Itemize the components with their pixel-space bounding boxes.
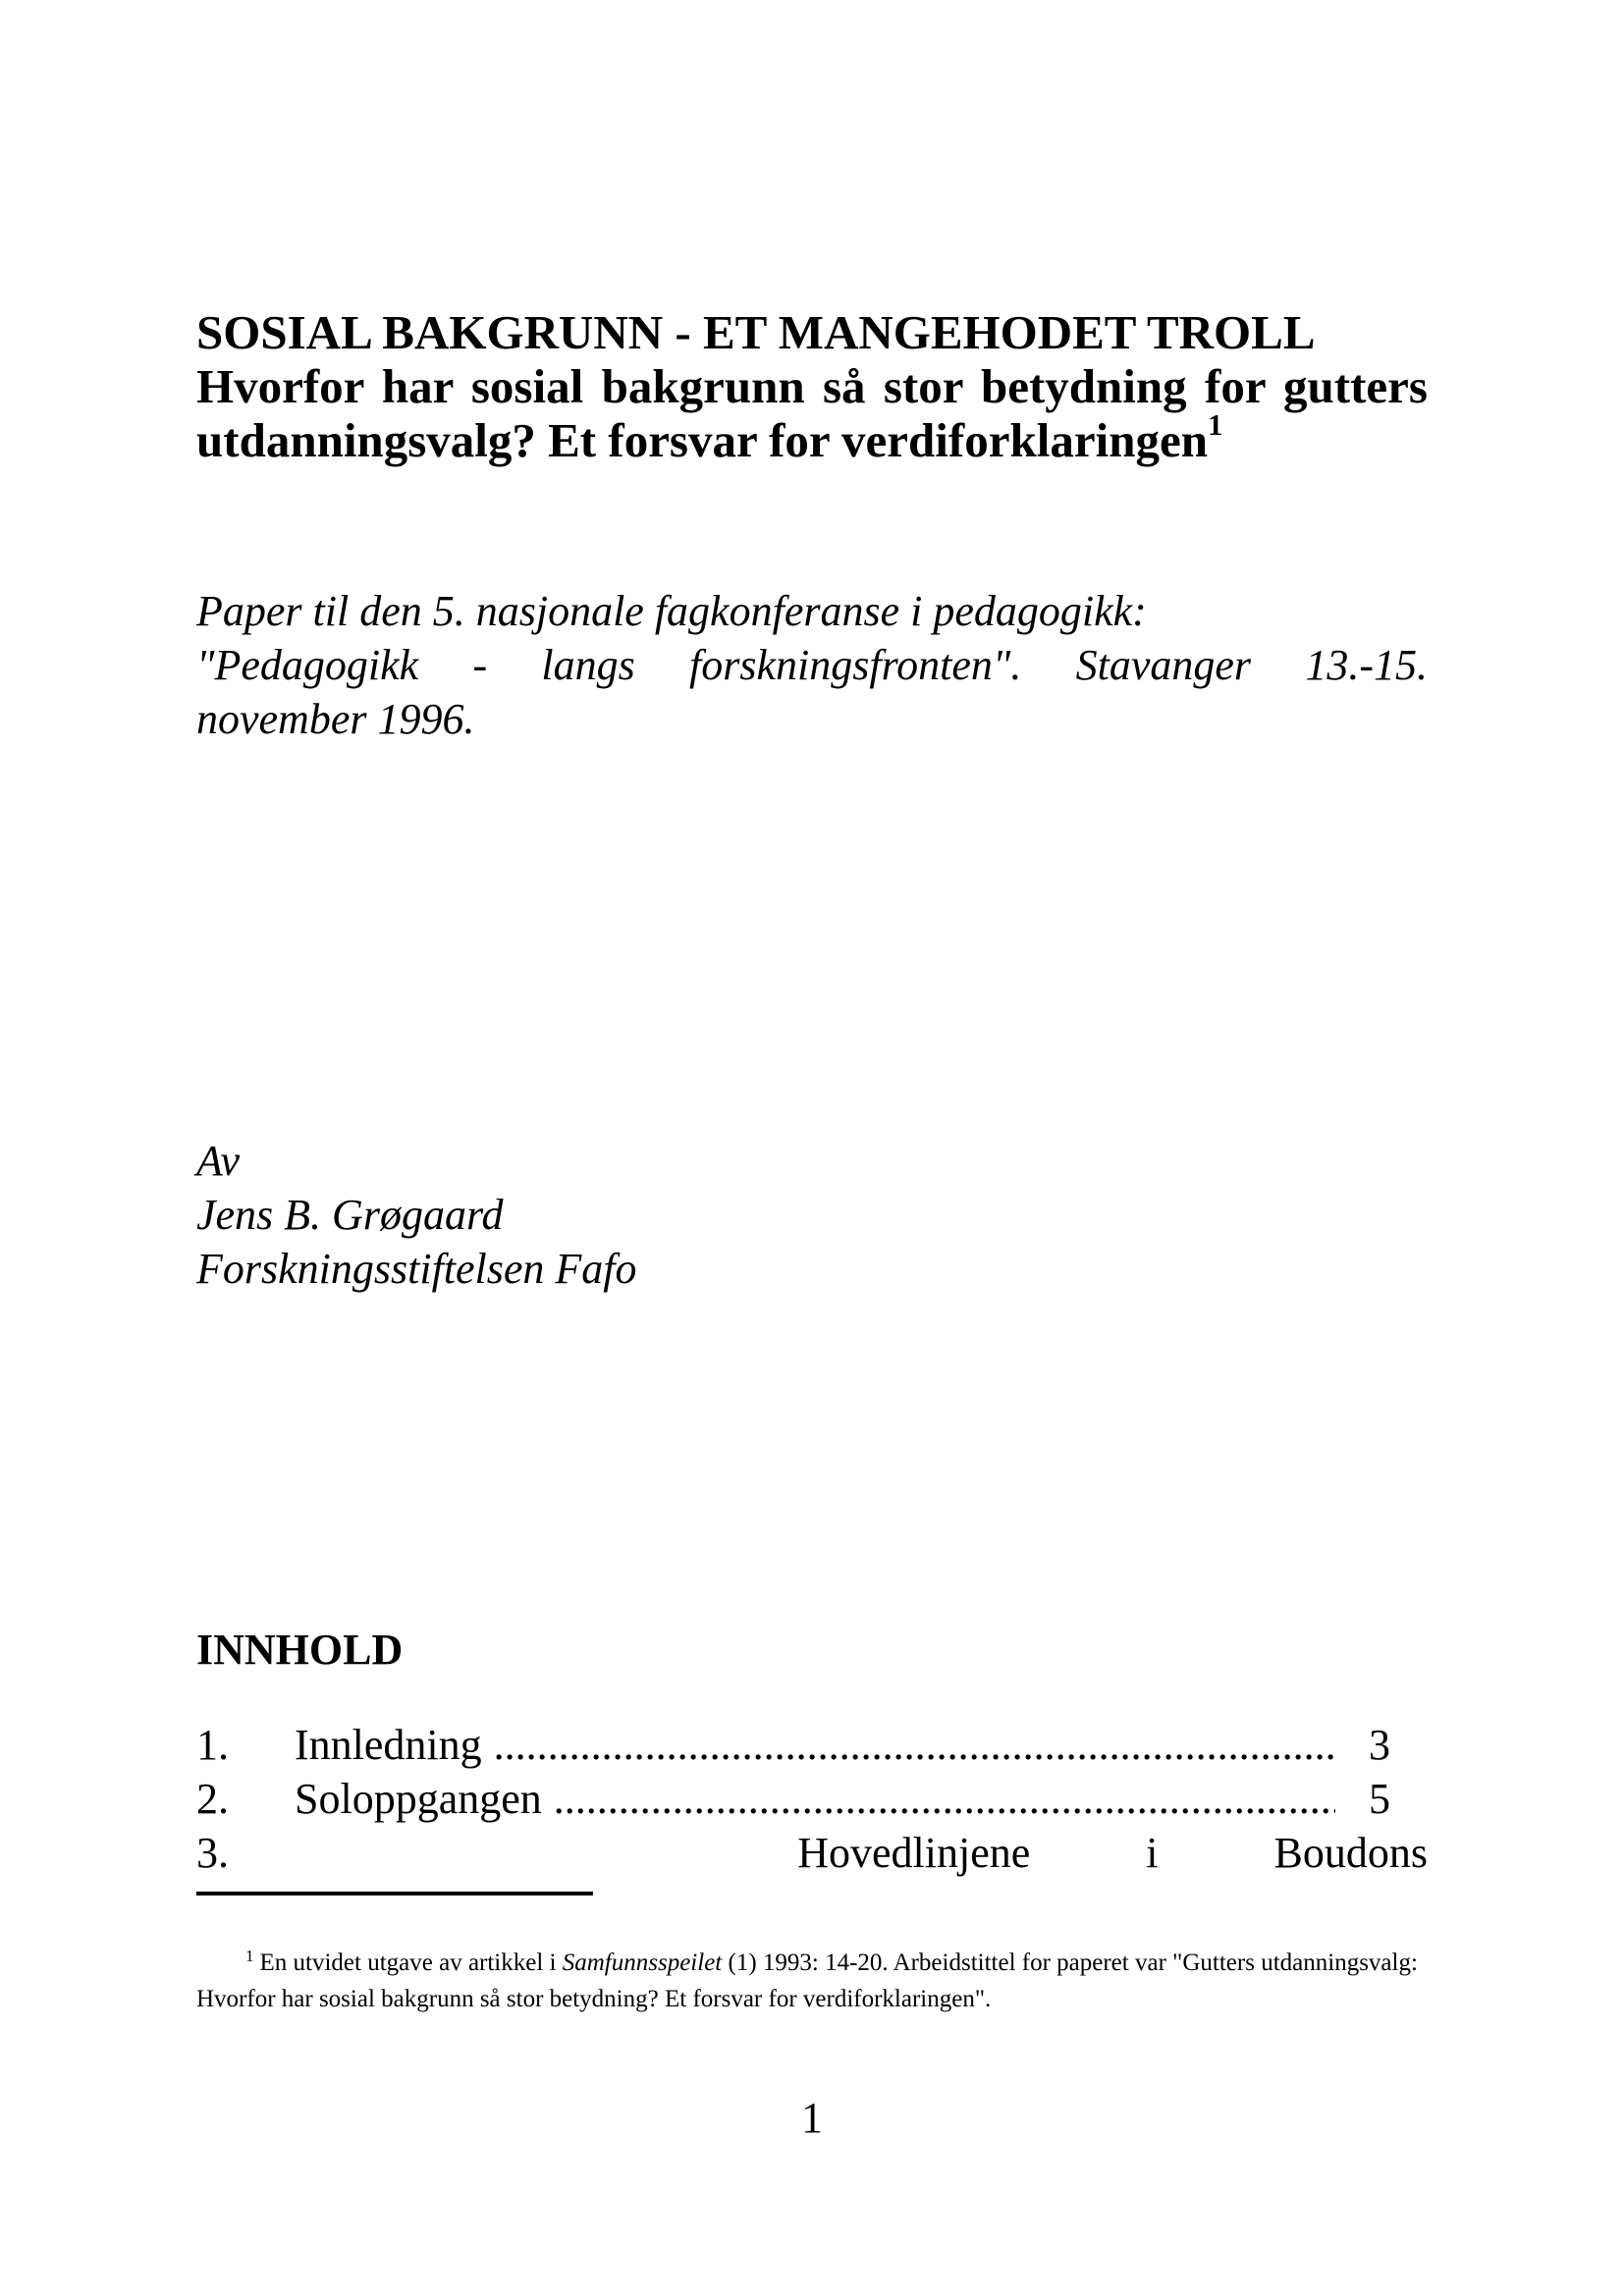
toc-entry-number: 2. — [196, 1775, 229, 1823]
footnote — [196, 1945, 1428, 2017]
toc-entry-word: i — [1146, 1829, 1159, 1877]
toc-entry-label: Innledning — [295, 1721, 482, 1769]
toc-dot-leader — [542, 1772, 1335, 1826]
conference-line-3: november 1996. — [196, 695, 475, 743]
author-affiliation: Forskningsstiftelsen Fafo — [196, 1245, 637, 1293]
footnote-journal-name: Samfunnsspeilet — [562, 1949, 723, 1976]
author-by-label: Av — [196, 1137, 240, 1185]
conference-line-2: "Pedagogikk - langs forskningsfronten". Stavanger 13.-15. — [196, 641, 1428, 689]
toc-entry-word: Hovedlinjene — [797, 1829, 1031, 1877]
title-line-2: Hvorfor har sosial bakgrunn så stor betydning for gutters — [196, 359, 1428, 413]
footnote-divider — [196, 1892, 593, 1896]
toc-entry-word: Boudons — [1273, 1829, 1428, 1877]
title-line-3-text: utdanningsvalg? Et forsvar for verdiforklaringen — [196, 413, 1208, 467]
toc-dot-leader — [482, 1718, 1335, 1772]
toc-entry-2 — [196, 1772, 1428, 1826]
footnote-text: En utvidet utgave av artikkel i — [259, 1949, 563, 1976]
title-line-3 — [196, 407, 1428, 467]
toc-entry-number: 1. — [196, 1721, 229, 1769]
toc-entry-3 — [196, 1826, 1428, 1880]
footnote-reference: 1 — [1207, 407, 1223, 442]
paper-title — [196, 305, 1428, 467]
conference-line-1: Paper til den 5. nasjonale fagkonferanse i pedagogikk: — [196, 587, 1147, 635]
table-of-contents — [196, 1718, 1428, 1880]
toc-entry-number: 3. — [196, 1829, 229, 1877]
toc-entry-1 — [196, 1718, 1428, 1772]
author-block — [196, 1134, 1428, 1296]
author-name: Jens B. Grøgaard — [196, 1191, 504, 1239]
title-line-1: SOSIAL BAKGRUNN - ET MANGEHODET TROLL — [196, 305, 1316, 359]
toc-entry-page: 5 — [1369, 1775, 1390, 1823]
footnote-marker: 1 — [245, 1947, 254, 1965]
conference-note — [196, 584, 1428, 746]
toc-heading: INNHOLD — [196, 1626, 404, 1674]
page-number: 1 — [801, 2094, 823, 2142]
toc-entry-justified-words — [797, 1826, 1428, 1880]
footnote-text: (1) 1993: 14-20. Arbeidstittel for paperet var "Gutters utdanningsvalg: Hvorfor har sosial bakgrunn så stor betydning? Et forsvar for verdiforklaringen". — [196, 1949, 1418, 2012]
toc-entry-label: Soloppgangen — [295, 1775, 542, 1823]
toc-entry-page: 3 — [1369, 1721, 1390, 1769]
